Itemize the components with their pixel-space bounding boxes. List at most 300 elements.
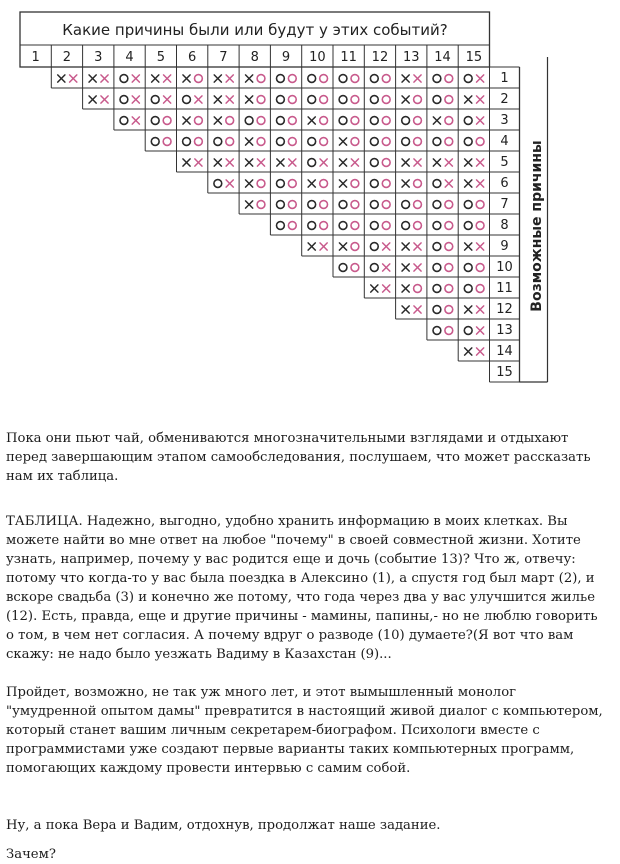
circle-mark bbox=[382, 75, 390, 83]
row-number: 7 bbox=[500, 197, 509, 212]
column-number: 13 bbox=[402, 50, 420, 65]
circle-mark bbox=[433, 75, 441, 83]
table-cell bbox=[465, 348, 484, 355]
table-cell bbox=[402, 138, 422, 146]
circle-mark bbox=[433, 222, 441, 230]
cross-mark bbox=[465, 348, 472, 355]
table-cell bbox=[464, 222, 484, 230]
cross-mark bbox=[183, 75, 190, 82]
circle-mark bbox=[351, 264, 359, 272]
table-cell bbox=[433, 75, 453, 83]
cross-mark bbox=[383, 264, 390, 271]
circle-mark bbox=[195, 75, 203, 83]
column-number: 10 bbox=[309, 50, 326, 65]
table-cell bbox=[214, 159, 233, 166]
table-cell bbox=[308, 159, 327, 167]
cross-mark bbox=[246, 159, 253, 166]
circle-mark bbox=[288, 201, 296, 209]
cross-mark bbox=[339, 243, 346, 250]
table-cell bbox=[277, 138, 297, 146]
cross-mark bbox=[308, 180, 315, 187]
circle-mark bbox=[339, 117, 347, 125]
row-number: 10 bbox=[496, 260, 513, 275]
cross-mark bbox=[465, 96, 472, 103]
table-cell bbox=[464, 75, 483, 83]
circle-mark bbox=[351, 222, 359, 230]
circle-mark bbox=[277, 138, 285, 146]
table-cell bbox=[183, 96, 202, 104]
circle-mark bbox=[433, 180, 441, 188]
table-cell bbox=[183, 159, 202, 166]
cross-mark bbox=[257, 159, 264, 166]
circle-mark bbox=[351, 117, 359, 125]
circle-mark bbox=[476, 201, 484, 209]
cross-mark bbox=[246, 180, 253, 187]
side-label-possible-causes: Возможные причины bbox=[529, 140, 545, 312]
circle-mark bbox=[464, 285, 472, 293]
cross-mark bbox=[101, 75, 108, 82]
cross-mark bbox=[58, 75, 65, 82]
cross-mark bbox=[465, 159, 472, 166]
circle-mark bbox=[382, 201, 390, 209]
cross-mark bbox=[402, 306, 409, 313]
cross-mark bbox=[414, 243, 421, 250]
circle-mark bbox=[163, 138, 171, 146]
table-cell bbox=[246, 138, 265, 146]
circle-mark bbox=[163, 117, 171, 125]
circle-mark bbox=[151, 96, 159, 104]
circle-mark bbox=[277, 222, 285, 230]
circle-mark bbox=[445, 264, 453, 272]
circle-mark bbox=[433, 96, 441, 104]
table-cell bbox=[277, 75, 297, 83]
circle-mark bbox=[351, 138, 359, 146]
circle-mark bbox=[226, 117, 234, 125]
column-number: 5 bbox=[156, 50, 165, 65]
table-cell bbox=[308, 222, 328, 230]
table-cell bbox=[433, 306, 453, 314]
circle-mark bbox=[414, 222, 422, 230]
row-number: 13 bbox=[496, 323, 513, 338]
circle-mark bbox=[445, 117, 453, 125]
circle-mark bbox=[370, 243, 378, 251]
circle-mark bbox=[320, 117, 328, 125]
cross-mark bbox=[246, 96, 253, 103]
circle-mark bbox=[414, 138, 422, 146]
cross-mark bbox=[339, 159, 346, 166]
paragraph-table-monologue: ТАБЛИЦА. Надежно, выгодно, удобно хранить информацию в моих клетках. Вы можете найти во мне ответ на любое "почему" в своей совместной жизни. Хотите узнать, например, почему у вас родится еще и дочь (событие 13)? Что ж, отвечу: потому что когда-то у вас была поездка в Алексино (1), а спустя год был март (2), и вскоре свадьба (3) и конечно же потому, что года через два у вас улучшится жилье (12). Есть, правда, еще и другие причины - мамины, папины,- но не люблю говорить о том, в чем нет согласия. А почему вдруг о разводе (10) думаете?(Я вот что вам скажу: не надо было уезжать Вадиму в Казахстан (9)... bbox=[6, 514, 598, 662]
circle-mark bbox=[370, 96, 378, 104]
circle-mark bbox=[183, 138, 191, 146]
table-cell bbox=[183, 75, 202, 83]
circle-mark bbox=[464, 327, 472, 335]
circle-mark bbox=[464, 222, 472, 230]
cross-mark bbox=[465, 180, 472, 187]
table-cell bbox=[402, 180, 421, 188]
table-cell bbox=[465, 180, 484, 187]
table-cell bbox=[214, 117, 233, 125]
circle-mark bbox=[414, 180, 422, 188]
column-number: 2 bbox=[62, 50, 72, 65]
circle-mark bbox=[370, 222, 378, 230]
circle-mark bbox=[288, 117, 296, 125]
circle-mark bbox=[308, 138, 316, 146]
table-cell bbox=[370, 138, 390, 146]
circle-mark bbox=[288, 138, 296, 146]
cross-mark bbox=[164, 96, 171, 103]
cross-mark bbox=[320, 243, 327, 250]
cross-mark bbox=[402, 75, 409, 82]
column-number: 1 bbox=[31, 50, 40, 65]
circle-mark bbox=[476, 264, 484, 272]
circle-mark bbox=[214, 180, 222, 188]
circle-mark bbox=[382, 159, 390, 167]
circle-mark bbox=[277, 117, 285, 125]
table-cell bbox=[120, 75, 139, 83]
circle-mark bbox=[382, 180, 390, 188]
circle-mark bbox=[370, 159, 378, 167]
table-cell bbox=[339, 117, 359, 125]
circle-mark bbox=[370, 201, 378, 209]
table-cell bbox=[152, 75, 171, 82]
table-cell bbox=[370, 96, 390, 104]
circle-mark bbox=[151, 138, 159, 146]
table-title: Какие причины были или будут у этих событий? bbox=[62, 21, 448, 39]
circle-mark bbox=[351, 243, 359, 251]
circle-mark bbox=[308, 201, 316, 209]
circle-mark bbox=[277, 201, 285, 209]
circle-mark bbox=[445, 138, 453, 146]
circle-mark bbox=[151, 117, 159, 125]
cross-mark bbox=[132, 75, 139, 82]
cross-mark bbox=[445, 180, 452, 187]
table-cell bbox=[246, 180, 265, 188]
circle-mark bbox=[308, 75, 316, 83]
circle-mark bbox=[351, 96, 359, 104]
table-cell bbox=[246, 96, 265, 104]
circle-mark bbox=[288, 180, 296, 188]
table-cell bbox=[402, 243, 421, 250]
cross-mark bbox=[226, 159, 233, 166]
circle-mark bbox=[320, 180, 328, 188]
circle-mark bbox=[308, 222, 316, 230]
table-cell bbox=[433, 180, 452, 188]
cross-mark bbox=[195, 96, 202, 103]
cross-mark bbox=[308, 117, 315, 124]
row-number: 12 bbox=[496, 302, 513, 317]
circle-mark bbox=[120, 75, 128, 83]
cross-mark bbox=[477, 96, 484, 103]
column-number: 15 bbox=[465, 50, 483, 65]
table-cell bbox=[370, 75, 390, 83]
cross-mark bbox=[226, 75, 233, 82]
table-cell bbox=[402, 159, 421, 166]
circle-mark bbox=[414, 285, 422, 293]
row-number: 1 bbox=[500, 71, 509, 86]
circle-mark bbox=[402, 201, 410, 209]
circle-mark bbox=[445, 243, 453, 251]
table-cell bbox=[464, 327, 483, 335]
table-cell bbox=[465, 159, 484, 166]
circle-mark bbox=[257, 96, 265, 104]
circle-mark bbox=[445, 201, 453, 209]
table-cell bbox=[465, 306, 484, 313]
circle-mark bbox=[257, 180, 265, 188]
table-cell bbox=[433, 201, 453, 209]
circle-mark bbox=[351, 75, 359, 83]
circle-mark bbox=[308, 159, 316, 167]
table-cell bbox=[339, 222, 359, 230]
circle-mark bbox=[120, 96, 128, 104]
column-number: 9 bbox=[281, 50, 291, 65]
column-number: 3 bbox=[94, 50, 103, 65]
cross-mark bbox=[89, 96, 96, 103]
cross-mark bbox=[402, 285, 409, 292]
cross-mark bbox=[339, 138, 346, 145]
circle-mark bbox=[245, 117, 253, 125]
cross-mark bbox=[308, 243, 315, 250]
cross-mark bbox=[246, 201, 253, 208]
paragraph-why: Зачем? bbox=[6, 847, 56, 862]
table-cell bbox=[402, 96, 421, 104]
table-cell bbox=[402, 222, 422, 230]
cross-mark bbox=[371, 285, 378, 292]
table-cell bbox=[402, 285, 421, 293]
circle-mark bbox=[288, 222, 296, 230]
cross-mark bbox=[402, 243, 409, 250]
row-number: 3 bbox=[500, 113, 509, 128]
table-cell bbox=[277, 159, 296, 166]
circle-mark bbox=[433, 285, 441, 293]
table-cell bbox=[339, 138, 358, 146]
table-cell bbox=[214, 138, 234, 146]
circle-mark bbox=[214, 138, 222, 146]
row-numbers bbox=[496, 71, 513, 380]
table-cell bbox=[433, 117, 452, 125]
circle-mark bbox=[320, 138, 328, 146]
cross-mark bbox=[226, 180, 233, 187]
cross-mark bbox=[414, 306, 421, 313]
circle-mark bbox=[320, 75, 328, 83]
table-cell bbox=[370, 222, 390, 230]
table-cell bbox=[308, 138, 328, 146]
cross-mark bbox=[246, 138, 253, 145]
circle-mark bbox=[288, 96, 296, 104]
circle-mark bbox=[339, 96, 347, 104]
table-cell bbox=[277, 180, 297, 188]
cross-mark bbox=[383, 285, 390, 292]
circle-mark bbox=[339, 264, 347, 272]
circle-mark bbox=[464, 201, 472, 209]
circle-mark bbox=[370, 264, 378, 272]
circle-mark bbox=[195, 138, 203, 146]
table-cell bbox=[277, 201, 297, 209]
cross-mark bbox=[477, 327, 484, 334]
cross-mark bbox=[477, 75, 484, 82]
circle-mark bbox=[257, 75, 265, 83]
cross-mark bbox=[246, 75, 253, 82]
circle-mark bbox=[277, 96, 285, 104]
table-cell bbox=[370, 180, 390, 188]
table-cell bbox=[464, 201, 484, 209]
cause-event-grid bbox=[0, 0, 620, 390]
table-cell bbox=[370, 243, 389, 251]
circle-mark bbox=[476, 138, 484, 146]
row-number: 4 bbox=[500, 134, 509, 149]
circle-mark bbox=[382, 117, 390, 125]
circle-mark bbox=[308, 96, 316, 104]
table-cell bbox=[308, 96, 328, 104]
circle-mark bbox=[402, 138, 410, 146]
table-cell bbox=[402, 306, 421, 313]
table-cell bbox=[277, 117, 297, 125]
cross-mark bbox=[433, 117, 440, 124]
circle-mark bbox=[464, 117, 472, 125]
cross-mark bbox=[214, 159, 221, 166]
column-number: 4 bbox=[125, 50, 134, 65]
circle-mark bbox=[445, 75, 453, 83]
table-cell bbox=[433, 327, 453, 335]
circle-mark bbox=[445, 306, 453, 314]
circle-mark bbox=[339, 75, 347, 83]
table-cell bbox=[402, 201, 422, 209]
circle-mark bbox=[183, 96, 191, 104]
table-cell bbox=[277, 96, 297, 104]
cross-mark bbox=[164, 75, 171, 82]
cross-mark bbox=[477, 159, 484, 166]
circle-mark bbox=[226, 138, 234, 146]
cross-mark bbox=[477, 306, 484, 313]
table-cell bbox=[371, 285, 390, 292]
circle-mark bbox=[382, 96, 390, 104]
cross-mark bbox=[183, 117, 190, 124]
table-cell bbox=[308, 201, 328, 209]
table-cell bbox=[246, 75, 265, 83]
circle-mark bbox=[476, 222, 484, 230]
cross-mark bbox=[402, 264, 409, 271]
table-cell bbox=[339, 96, 359, 104]
circle-mark bbox=[433, 243, 441, 251]
circle-mark bbox=[370, 138, 378, 146]
cross-mark bbox=[402, 96, 409, 103]
paragraph-intro: Пока они пьют чай, обмениваются многозначительными взглядами и отдыхают перед завершающим этапом самообследования, послушаем, что может рассказать нам их таблица. bbox=[6, 431, 591, 484]
table-cell bbox=[465, 243, 484, 250]
circle-mark bbox=[382, 138, 390, 146]
table-cell bbox=[277, 222, 297, 230]
table-cell bbox=[308, 180, 327, 188]
cross-mark bbox=[214, 96, 221, 103]
paragraph-continue-task: Ну, а пока Вера и Вадим, отдохнув, продолжат наше задание. bbox=[6, 818, 441, 833]
row-number: 6 bbox=[500, 176, 509, 191]
table-cell bbox=[151, 96, 170, 104]
table-cell bbox=[433, 243, 453, 251]
cross-mark bbox=[132, 96, 139, 103]
circle-mark bbox=[414, 117, 422, 125]
row-number: 2 bbox=[500, 92, 509, 107]
circle-mark bbox=[120, 117, 128, 125]
circle-mark bbox=[464, 75, 472, 83]
circle-mark bbox=[445, 327, 453, 335]
cross-mark bbox=[320, 159, 327, 166]
cross-mark bbox=[339, 180, 346, 187]
table-cell bbox=[151, 117, 171, 125]
cross-mark bbox=[195, 159, 202, 166]
row-number: 15 bbox=[496, 365, 513, 380]
circle-mark bbox=[464, 138, 472, 146]
cross-mark bbox=[414, 264, 421, 271]
table-cell bbox=[339, 180, 358, 188]
circle-mark bbox=[277, 180, 285, 188]
circle-mark bbox=[370, 75, 378, 83]
table-cell bbox=[339, 264, 359, 272]
table-cell bbox=[433, 264, 453, 272]
cross-mark bbox=[402, 180, 409, 187]
column-number: 7 bbox=[219, 50, 228, 65]
circle-mark bbox=[445, 285, 453, 293]
cross-mark bbox=[465, 306, 472, 313]
table-cell bbox=[402, 117, 422, 125]
circle-mark bbox=[464, 264, 472, 272]
column-number: 8 bbox=[250, 50, 259, 65]
table-cell bbox=[308, 75, 328, 83]
cause-event-table bbox=[0, 0, 620, 390]
table-cell bbox=[339, 75, 359, 83]
cross-mark bbox=[465, 243, 472, 250]
table-cell bbox=[246, 159, 265, 166]
table-cell bbox=[183, 117, 202, 125]
table-cell bbox=[433, 285, 453, 293]
circle-mark bbox=[257, 201, 265, 209]
table-cell bbox=[151, 138, 171, 146]
circle-mark bbox=[370, 180, 378, 188]
table-cell bbox=[370, 264, 389, 272]
table-cell bbox=[89, 75, 108, 82]
table-cell bbox=[214, 96, 233, 103]
table-cell bbox=[120, 117, 139, 125]
table-cell bbox=[433, 138, 453, 146]
cross-mark bbox=[383, 243, 390, 250]
table-cell bbox=[370, 201, 390, 209]
cross-mark bbox=[445, 159, 452, 166]
cross-mark bbox=[70, 75, 77, 82]
table-cell bbox=[214, 75, 233, 82]
table-cell bbox=[339, 201, 359, 209]
column-number: 14 bbox=[434, 50, 451, 65]
circle-mark bbox=[339, 222, 347, 230]
circle-mark bbox=[257, 138, 265, 146]
table-cell bbox=[433, 222, 453, 230]
cross-mark bbox=[477, 348, 484, 355]
circle-mark bbox=[433, 306, 441, 314]
table-cell bbox=[433, 96, 453, 104]
circle-mark bbox=[445, 222, 453, 230]
circle-mark bbox=[402, 117, 410, 125]
cross-mark bbox=[433, 159, 440, 166]
table-cell bbox=[246, 201, 265, 209]
column-number: 6 bbox=[188, 50, 197, 65]
circle-mark bbox=[382, 222, 390, 230]
table-cell bbox=[214, 180, 233, 188]
table-cell bbox=[245, 117, 265, 125]
column-numbers bbox=[32, 50, 483, 65]
table-cell bbox=[339, 159, 358, 166]
circle-mark bbox=[445, 96, 453, 104]
row-number: 5 bbox=[500, 155, 509, 170]
circle-mark bbox=[195, 117, 203, 125]
table-cell bbox=[370, 159, 390, 167]
circle-mark bbox=[257, 117, 265, 125]
cross-mark bbox=[132, 117, 139, 124]
